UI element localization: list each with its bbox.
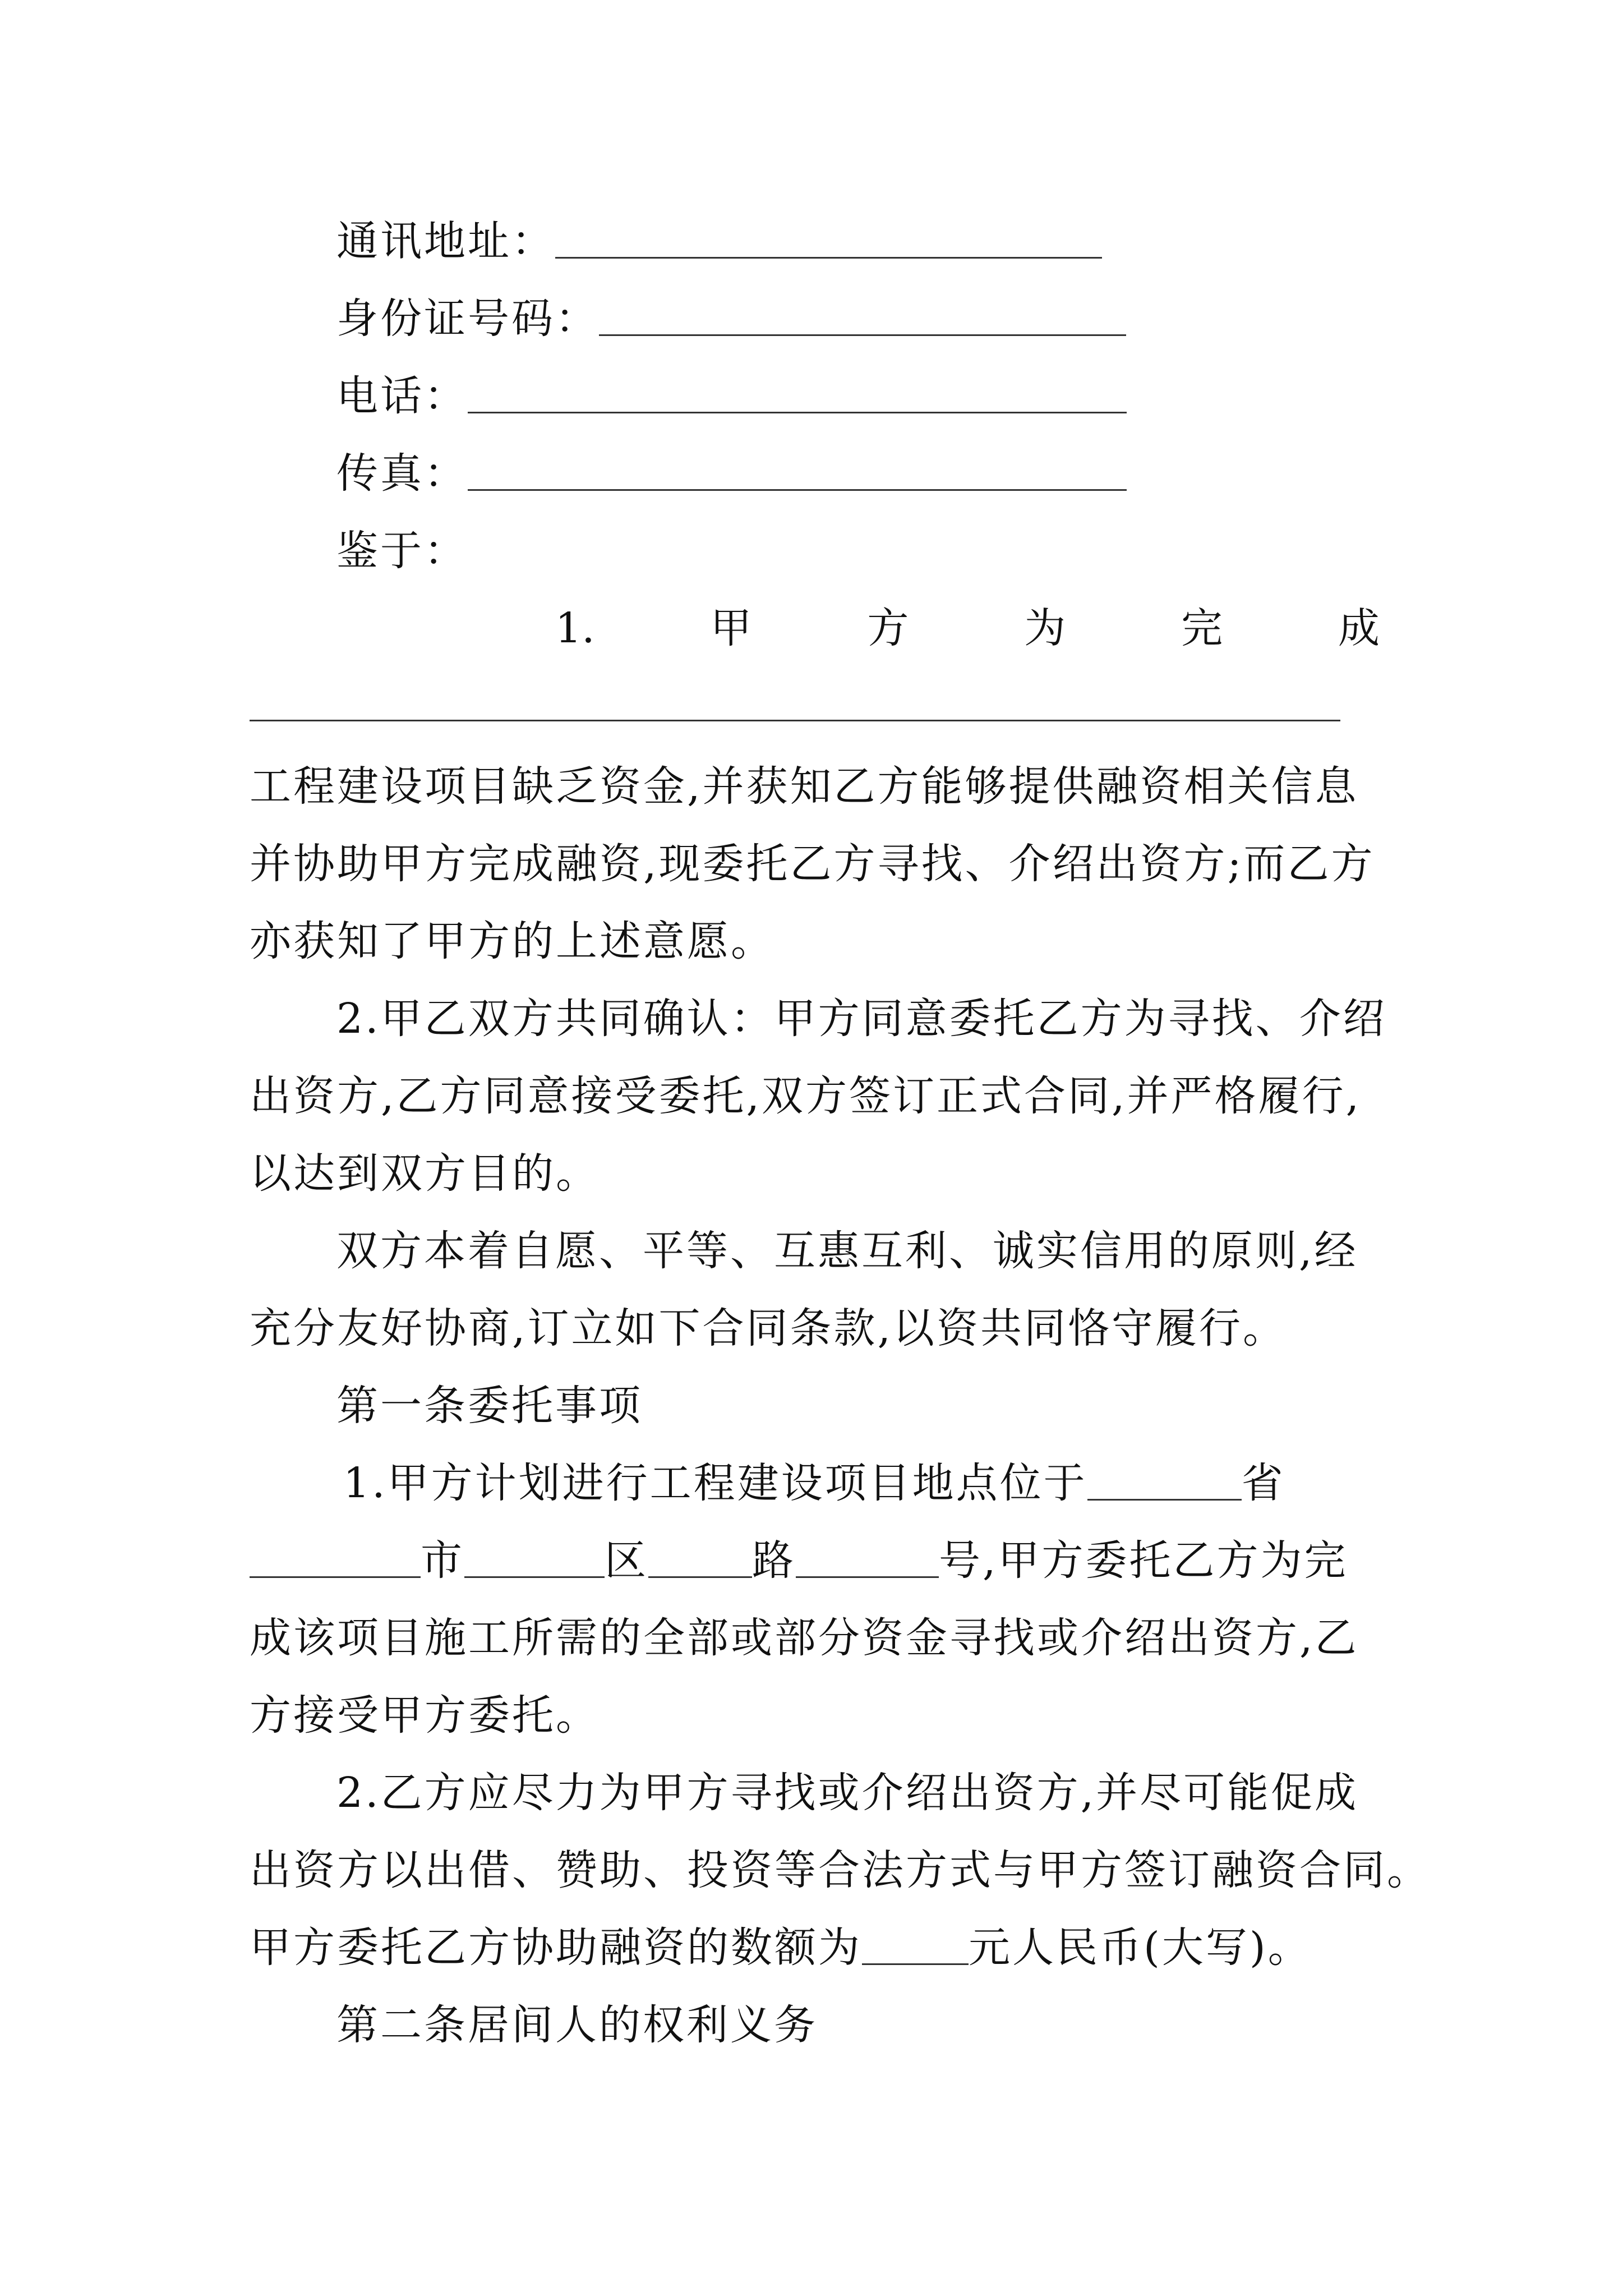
- whereas-label: 鉴于：: [336, 527, 468, 575]
- paragraph-line: 以达到双方目的。: [250, 1149, 600, 1198]
- number-label: 号,甲方委托乙方为完: [939, 1536, 1348, 1585]
- road-blank: [648, 1543, 752, 1578]
- district-blank: [464, 1543, 605, 1578]
- fax-label: 传真：: [336, 449, 468, 498]
- fax-blank: [468, 455, 1127, 491]
- phone-label: 电话：: [336, 372, 468, 420]
- address-blank: [555, 223, 1102, 259]
- phone-blank: [468, 378, 1127, 413]
- fax-line: [336, 445, 1481, 501]
- paragraph-line: 2.乙方应尽力为甲方寻找或介绍出资方,并尽可能促成: [336, 1769, 1359, 1817]
- province-blank: [1087, 1465, 1242, 1501]
- paragraph-line: 出资方,乙方同意接受委托,双方签订正式合同,并严格履行,: [250, 1072, 1362, 1120]
- paragraph-line: 出资方以出借、赞助、投资等合法方式与甲方签订融资合同。: [250, 1846, 1431, 1894]
- item1-char: 完: [1181, 604, 1223, 652]
- article1-p1-start: 1.甲方计划进行工程建设项目地点位于: [343, 1459, 1087, 1507]
- address-line: [336, 213, 1481, 269]
- id-line: [336, 291, 1481, 347]
- city-blank: [250, 1543, 421, 1578]
- item1-char: 为: [1024, 604, 1066, 652]
- paragraph-line: 双方本着自愿、平等、互惠互利、诚实信用的原则,经: [336, 1227, 1358, 1275]
- article1-p1-line2: [250, 1533, 1394, 1589]
- city-label: 市: [421, 1536, 464, 1585]
- address-label: 通讯地址：: [336, 217, 555, 265]
- paragraph-line: 并协助甲方完成融资,现委托乙方寻找、介绍出资方;而乙方: [250, 840, 1375, 888]
- paragraph-line: 工程建设项目缺乏资金,并获知乙方能够提供融资相关信息: [250, 762, 1359, 811]
- article1-amount-line: [250, 1920, 1394, 1976]
- whereas-item1-spread: [555, 600, 1380, 656]
- amount-end: 元人民币(大写)。: [969, 1924, 1312, 1972]
- province-label: 省: [1241, 1459, 1285, 1507]
- item1-number: 1.: [555, 604, 595, 652]
- item1-char: 成: [1338, 604, 1380, 652]
- road-label: 路: [752, 1536, 796, 1585]
- item1-char: 方: [867, 604, 909, 652]
- item1-char: 甲: [710, 604, 752, 652]
- project-name-blank: [250, 720, 1340, 721]
- paragraph-line: 充分友好协商,订立如下合同条款,以资共同恪守履行。: [250, 1304, 1287, 1352]
- paragraph-line: 成该项目施工所需的全部或部分资金寻找或介绍出资方,乙: [250, 1614, 1359, 1662]
- district-label: 区: [605, 1536, 648, 1585]
- id-label: 身份证号码：: [336, 295, 599, 343]
- amount-start: 甲方委托乙方协助融资的数额为: [250, 1924, 862, 1972]
- paragraph-line: 亦获知了甲方的上述意愿。: [250, 917, 774, 965]
- id-blank: [599, 301, 1126, 336]
- article2-title: 第二条居间人的权利义务: [336, 2001, 818, 2049]
- article1-p1-line1: [343, 1455, 1487, 1511]
- amount-blank: [862, 1930, 969, 1965]
- paragraph-line: 2.甲乙双方共同确认：甲方同意委托乙方为寻找、介绍: [336, 995, 1387, 1043]
- paragraph-line: 方接受甲方委托。: [250, 1691, 600, 1740]
- phone-line: [336, 368, 1481, 424]
- article1-title: 第一条委托事项: [336, 1382, 643, 1430]
- number-blank: [796, 1543, 939, 1578]
